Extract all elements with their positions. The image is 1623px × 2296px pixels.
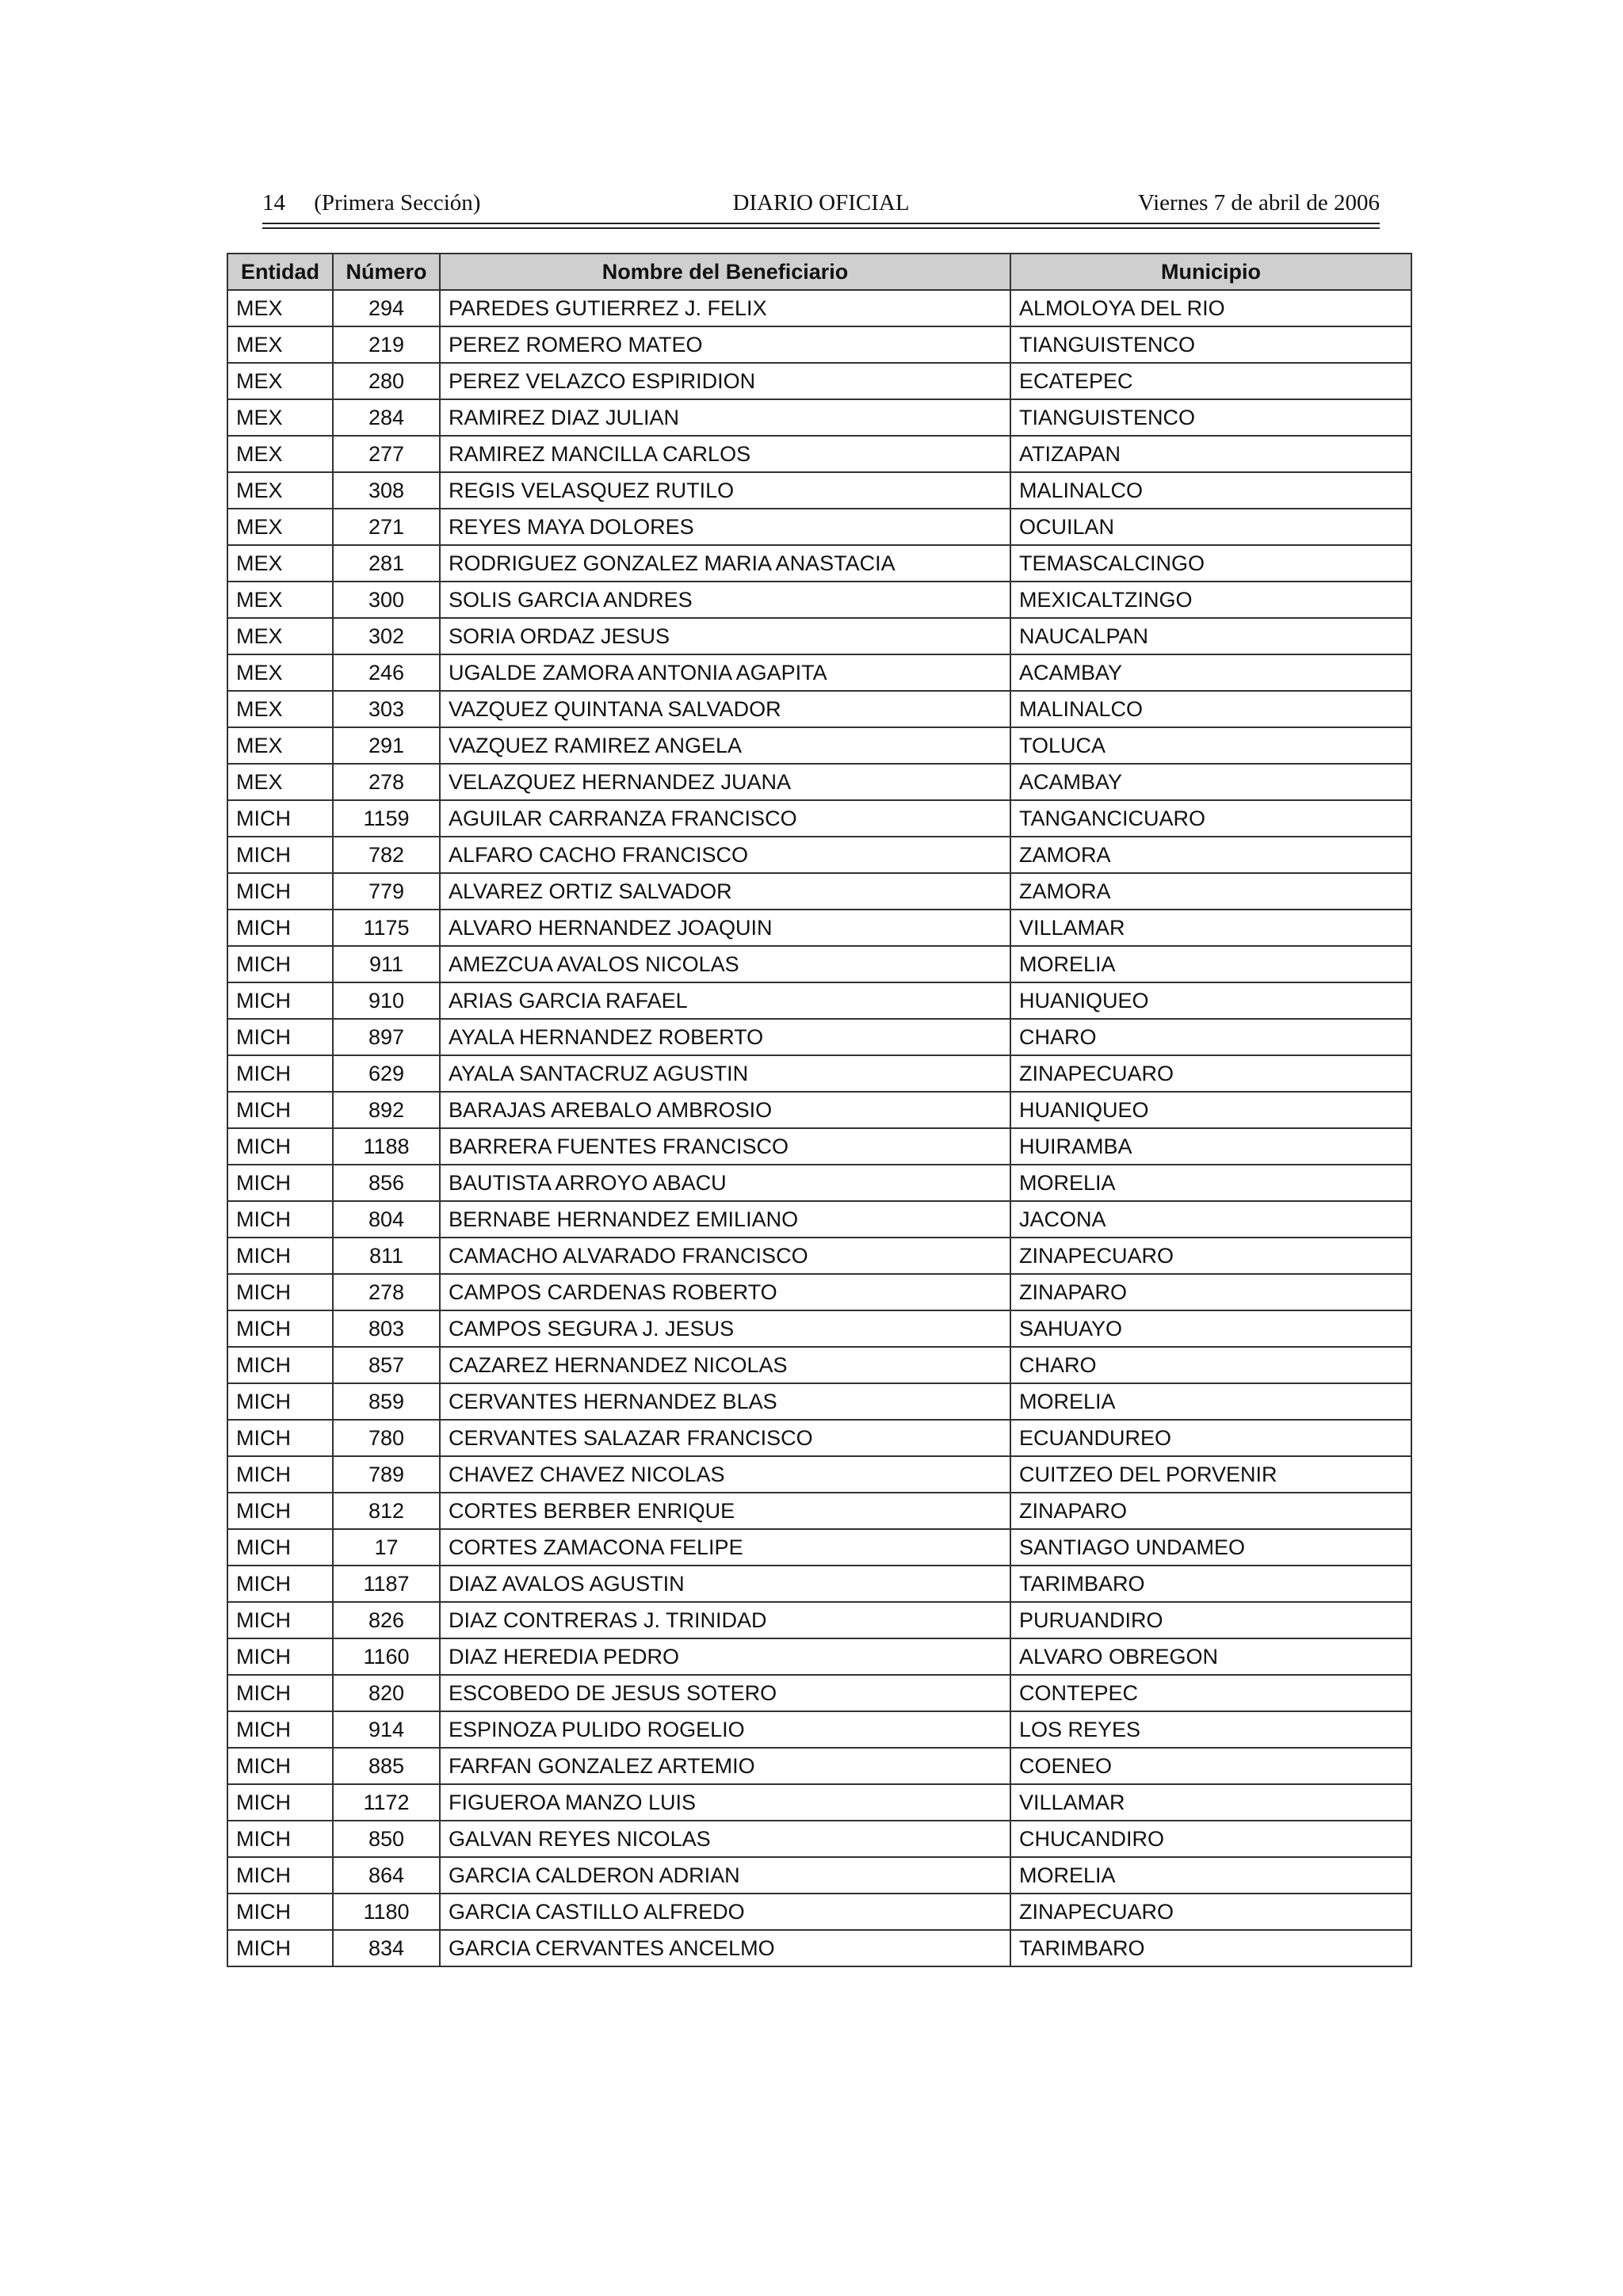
cell-nombre: REYES MAYA DOLORES bbox=[440, 509, 1010, 545]
table-row bbox=[227, 1529, 1411, 1566]
cell-entidad: MICH bbox=[227, 1638, 333, 1675]
cell-nombre: BARAJAS AREBALO AMBROSIO bbox=[440, 1092, 1010, 1128]
cell-entidad: MICH bbox=[227, 982, 333, 1019]
cell-municipio: MORELIA bbox=[1010, 1383, 1411, 1420]
cell-numero: 1172 bbox=[333, 1784, 440, 1821]
cell-entidad: MICH bbox=[227, 1019, 333, 1055]
cell-numero: 782 bbox=[333, 837, 440, 873]
cell-numero: 864 bbox=[333, 1857, 440, 1894]
cell-municipio: MALINALCO bbox=[1010, 691, 1411, 727]
cell-entidad: MICH bbox=[227, 1675, 333, 1711]
cell-entidad: MICH bbox=[227, 1566, 333, 1602]
cell-municipio: ZINAPARO bbox=[1010, 1274, 1411, 1310]
cell-numero: 914 bbox=[333, 1711, 440, 1748]
cell-entidad: MICH bbox=[227, 1055, 333, 1092]
cell-municipio: JACONA bbox=[1010, 1201, 1411, 1238]
cell-numero: 789 bbox=[333, 1456, 440, 1493]
cell-nombre: CORTES BERBER ENRIQUE bbox=[440, 1493, 1010, 1529]
cell-municipio: MALINALCO bbox=[1010, 472, 1411, 509]
cell-nombre: CHAVEZ CHAVEZ NICOLAS bbox=[440, 1456, 1010, 1493]
cell-numero: 281 bbox=[333, 545, 440, 582]
cell-entidad: MICH bbox=[227, 1821, 333, 1857]
cell-entidad: MICH bbox=[227, 1201, 333, 1238]
column-header-numero: Número bbox=[333, 254, 440, 290]
cell-entidad: MEX bbox=[227, 472, 333, 509]
cell-entidad: MICH bbox=[227, 1894, 333, 1930]
header-rule-top bbox=[262, 223, 1380, 224]
table-row bbox=[227, 582, 1411, 618]
cell-municipio: HUANIQUEO bbox=[1010, 1092, 1411, 1128]
cell-municipio: MORELIA bbox=[1010, 1857, 1411, 1894]
cell-nombre: DIAZ CONTRERAS J. TRINIDAD bbox=[440, 1602, 1010, 1638]
cell-numero: 897 bbox=[333, 1019, 440, 1055]
cell-numero: 820 bbox=[333, 1675, 440, 1711]
table-header-row bbox=[227, 254, 1411, 290]
cell-entidad: MICH bbox=[227, 1274, 333, 1310]
table-row bbox=[227, 1092, 1411, 1128]
cell-nombre: BARRERA FUENTES FRANCISCO bbox=[440, 1128, 1010, 1165]
cell-municipio: CHUCANDIRO bbox=[1010, 1821, 1411, 1857]
cell-numero: 17 bbox=[333, 1529, 440, 1566]
cell-numero: 1159 bbox=[333, 800, 440, 837]
table-row bbox=[227, 654, 1411, 691]
cell-entidad: MEX bbox=[227, 545, 333, 582]
cell-numero: 892 bbox=[333, 1092, 440, 1128]
publication-title: DIARIO OFICIAL bbox=[732, 190, 910, 215]
cell-numero: 779 bbox=[333, 873, 440, 910]
cell-entidad: MICH bbox=[227, 1711, 333, 1748]
cell-entidad: MICH bbox=[227, 1529, 333, 1566]
cell-entidad: MEX bbox=[227, 326, 333, 363]
cell-municipio: PURUANDIRO bbox=[1010, 1602, 1411, 1638]
cell-numero: 1180 bbox=[333, 1894, 440, 1930]
cell-municipio: CHARO bbox=[1010, 1019, 1411, 1055]
cell-numero: 219 bbox=[333, 326, 440, 363]
cell-nombre: AYALA HERNANDEZ ROBERTO bbox=[440, 1019, 1010, 1055]
cell-municipio: TIANGUISTENCO bbox=[1010, 326, 1411, 363]
cell-municipio: COENEO bbox=[1010, 1748, 1411, 1784]
cell-municipio: ZAMORA bbox=[1010, 873, 1411, 910]
cell-municipio: ZINAPECUARO bbox=[1010, 1894, 1411, 1930]
cell-nombre: REGIS VELASQUEZ RUTILO bbox=[440, 472, 1010, 509]
cell-nombre: AMEZCUA AVALOS NICOLAS bbox=[440, 946, 1010, 982]
cell-municipio: HUIRAMBA bbox=[1010, 1128, 1411, 1165]
cell-municipio: ALVARO OBREGON bbox=[1010, 1638, 1411, 1675]
table-row bbox=[227, 910, 1411, 946]
table-row bbox=[227, 946, 1411, 982]
cell-nombre: GARCIA CERVANTES ANCELMO bbox=[440, 1930, 1010, 1966]
table-row bbox=[227, 727, 1411, 764]
cell-numero: 811 bbox=[333, 1238, 440, 1274]
cell-nombre: ESCOBEDO DE JESUS SOTERO bbox=[440, 1675, 1010, 1711]
cell-municipio: NAUCALPAN bbox=[1010, 618, 1411, 654]
cell-numero: 280 bbox=[333, 363, 440, 399]
cell-municipio: ECATEPEC bbox=[1010, 363, 1411, 399]
cell-entidad: MICH bbox=[227, 1857, 333, 1894]
cell-nombre: BERNABE HERNANDEZ EMILIANO bbox=[440, 1201, 1010, 1238]
cell-nombre: PEREZ VELAZCO ESPIRIDION bbox=[440, 363, 1010, 399]
cell-nombre: RAMIREZ MANCILLA CARLOS bbox=[440, 436, 1010, 472]
cell-nombre: CAMPOS CARDENAS ROBERTO bbox=[440, 1274, 1010, 1310]
cell-entidad: MEX bbox=[227, 654, 333, 691]
cell-numero: 271 bbox=[333, 509, 440, 545]
cell-municipio: SANTIAGO UNDAMEO bbox=[1010, 1529, 1411, 1566]
header-rule-bottom bbox=[262, 227, 1380, 229]
cell-nombre: RAMIREZ DIAZ JULIAN bbox=[440, 399, 1010, 436]
cell-nombre: FARFAN GONZALEZ ARTEMIO bbox=[440, 1748, 1010, 1784]
cell-entidad: MEX bbox=[227, 764, 333, 800]
table-row bbox=[227, 1456, 1411, 1493]
cell-entidad: MICH bbox=[227, 1420, 333, 1456]
column-header-entidad: Entidad bbox=[227, 254, 333, 290]
cell-municipio: OCUILAN bbox=[1010, 509, 1411, 545]
cell-municipio: TANGANCICUARO bbox=[1010, 800, 1411, 837]
cell-municipio: TARIMBARO bbox=[1010, 1566, 1411, 1602]
cell-nombre: DIAZ AVALOS AGUSTIN bbox=[440, 1566, 1010, 1602]
cell-entidad: MICH bbox=[227, 1493, 333, 1529]
cell-municipio: MORELIA bbox=[1010, 946, 1411, 982]
cell-municipio: VILLAMAR bbox=[1010, 1784, 1411, 1821]
cell-numero: 803 bbox=[333, 1310, 440, 1347]
cell-nombre: ALFARO CACHO FRANCISCO bbox=[440, 837, 1010, 873]
cell-municipio: ACAMBAY bbox=[1010, 654, 1411, 691]
cell-numero: 911 bbox=[333, 946, 440, 982]
table-row bbox=[227, 326, 1411, 363]
table-row bbox=[227, 1821, 1411, 1857]
table-row bbox=[227, 1238, 1411, 1274]
cell-nombre: ESPINOZA PULIDO ROGELIO bbox=[440, 1711, 1010, 1748]
cell-numero: 308 bbox=[333, 472, 440, 509]
cell-municipio: CUITZEO DEL PORVENIR bbox=[1010, 1456, 1411, 1493]
cell-municipio: MEXICALTZINGO bbox=[1010, 582, 1411, 618]
cell-entidad: MICH bbox=[227, 800, 333, 837]
cell-municipio: HUANIQUEO bbox=[1010, 982, 1411, 1019]
cell-entidad: MICH bbox=[227, 1456, 333, 1493]
table-row bbox=[227, 1274, 1411, 1310]
table-row bbox=[227, 1347, 1411, 1383]
cell-entidad: MEX bbox=[227, 727, 333, 764]
cell-nombre: VELAZQUEZ HERNANDEZ JUANA bbox=[440, 764, 1010, 800]
cell-entidad: MICH bbox=[227, 1930, 333, 1966]
cell-nombre: CAZAREZ HERNANDEZ NICOLAS bbox=[440, 1347, 1010, 1383]
cell-nombre: DIAZ HEREDIA PEDRO bbox=[440, 1638, 1010, 1675]
cell-numero: 291 bbox=[333, 727, 440, 764]
cell-entidad: MEX bbox=[227, 290, 333, 326]
cell-nombre: UGALDE ZAMORA ANTONIA AGAPITA bbox=[440, 654, 1010, 691]
cell-entidad: MICH bbox=[227, 946, 333, 982]
cell-nombre: CAMPOS SEGURA J. JESUS bbox=[440, 1310, 1010, 1347]
cell-municipio: TEMASCALCINGO bbox=[1010, 545, 1411, 582]
table-row bbox=[227, 290, 1411, 326]
cell-municipio: ALMOLOYA DEL RIO bbox=[1010, 290, 1411, 326]
cell-numero: 1187 bbox=[333, 1566, 440, 1602]
cell-entidad: MEX bbox=[227, 436, 333, 472]
cell-nombre: RODRIGUEZ GONZALEZ MARIA ANASTACIA bbox=[440, 545, 1010, 582]
cell-entidad: MEX bbox=[227, 363, 333, 399]
cell-numero: 834 bbox=[333, 1930, 440, 1966]
cell-numero: 1175 bbox=[333, 910, 440, 946]
cell-municipio: ACAMBAY bbox=[1010, 764, 1411, 800]
cell-entidad: MEX bbox=[227, 582, 333, 618]
table-row bbox=[227, 509, 1411, 545]
table-row bbox=[227, 1165, 1411, 1201]
cell-entidad: MICH bbox=[227, 873, 333, 910]
cell-numero: 303 bbox=[333, 691, 440, 727]
table-row bbox=[227, 1493, 1411, 1529]
cell-numero: 885 bbox=[333, 1748, 440, 1784]
cell-entidad: MICH bbox=[227, 910, 333, 946]
cell-municipio: TARIMBARO bbox=[1010, 1930, 1411, 1966]
cell-entidad: MICH bbox=[227, 1092, 333, 1128]
table-row bbox=[227, 399, 1411, 436]
cell-municipio: ZINAPECUARO bbox=[1010, 1238, 1411, 1274]
cell-nombre: CERVANTES SALAZAR FRANCISCO bbox=[440, 1420, 1010, 1456]
cell-numero: 780 bbox=[333, 1420, 440, 1456]
table-row bbox=[227, 1930, 1411, 1966]
cell-numero: 284 bbox=[333, 399, 440, 436]
beneficiaries-table bbox=[227, 253, 1412, 1967]
table-row bbox=[227, 1894, 1411, 1930]
cell-entidad: MICH bbox=[227, 1347, 333, 1383]
cell-entidad: MICH bbox=[227, 1238, 333, 1274]
publication-date: Viernes 7 de abril de 2006 bbox=[1137, 190, 1380, 215]
cell-nombre: CERVANTES HERNANDEZ BLAS bbox=[440, 1383, 1010, 1420]
cell-numero: 826 bbox=[333, 1602, 440, 1638]
column-header-municipio: Municipio bbox=[1010, 254, 1411, 290]
table-row bbox=[227, 1201, 1411, 1238]
cell-municipio: LOS REYES bbox=[1010, 1711, 1411, 1748]
cell-entidad: MICH bbox=[227, 1165, 333, 1201]
cell-numero: 246 bbox=[333, 654, 440, 691]
table-row bbox=[227, 1128, 1411, 1165]
cell-entidad: MEX bbox=[227, 618, 333, 654]
cell-municipio: CHARO bbox=[1010, 1347, 1411, 1383]
table-body bbox=[227, 290, 1411, 1966]
cell-nombre: CAMACHO ALVARADO FRANCISCO bbox=[440, 1238, 1010, 1274]
cell-municipio: ATIZAPAN bbox=[1010, 436, 1411, 472]
table-row bbox=[227, 618, 1411, 654]
cell-numero: 1160 bbox=[333, 1638, 440, 1675]
table-row bbox=[227, 1566, 1411, 1602]
cell-numero: 1188 bbox=[333, 1128, 440, 1165]
table-row bbox=[227, 1638, 1411, 1675]
table-row bbox=[227, 1602, 1411, 1638]
cell-numero: 859 bbox=[333, 1383, 440, 1420]
cell-nombre: ALVARO HERNANDEZ JOAQUIN bbox=[440, 910, 1010, 946]
cell-municipio: TOLUCA bbox=[1010, 727, 1411, 764]
table-row bbox=[227, 1711, 1411, 1748]
table-row bbox=[227, 363, 1411, 399]
cell-nombre: GALVAN REYES NICOLAS bbox=[440, 1821, 1010, 1857]
cell-entidad: MICH bbox=[227, 1383, 333, 1420]
table-row bbox=[227, 1383, 1411, 1420]
page-number-section: 14 (Primera Sección) bbox=[262, 190, 481, 215]
cell-nombre: VAZQUEZ QUINTANA SALVADOR bbox=[440, 691, 1010, 727]
table-row bbox=[227, 764, 1411, 800]
table-row bbox=[227, 545, 1411, 582]
table-row bbox=[227, 1019, 1411, 1055]
cell-numero: 856 bbox=[333, 1165, 440, 1201]
cell-nombre: VAZQUEZ RAMIREZ ANGELA bbox=[440, 727, 1010, 764]
cell-entidad: MICH bbox=[227, 1748, 333, 1784]
table-row bbox=[227, 472, 1411, 509]
cell-nombre: PEREZ ROMERO MATEO bbox=[440, 326, 1010, 363]
cell-entidad: MICH bbox=[227, 837, 333, 873]
cell-numero: 294 bbox=[333, 290, 440, 326]
cell-numero: 857 bbox=[333, 1347, 440, 1383]
cell-nombre: SORIA ORDAZ JESUS bbox=[440, 618, 1010, 654]
column-header-nombre: Nombre del Beneficiario bbox=[440, 254, 1010, 290]
cell-municipio: ECUANDUREO bbox=[1010, 1420, 1411, 1456]
table-row bbox=[227, 1784, 1411, 1821]
cell-numero: 300 bbox=[333, 582, 440, 618]
cell-municipio: ZINAPECUARO bbox=[1010, 1055, 1411, 1092]
cell-nombre: GARCIA CASTILLO ALFREDO bbox=[440, 1894, 1010, 1930]
cell-nombre: FIGUEROA MANZO LUIS bbox=[440, 1784, 1010, 1821]
cell-municipio: TIANGUISTENCO bbox=[1010, 399, 1411, 436]
cell-nombre: ARIAS GARCIA RAFAEL bbox=[440, 982, 1010, 1019]
cell-nombre: ALVAREZ ORTIZ SALVADOR bbox=[440, 873, 1010, 910]
cell-entidad: MICH bbox=[227, 1784, 333, 1821]
cell-municipio: SAHUAYO bbox=[1010, 1310, 1411, 1347]
cell-municipio: CONTEPEC bbox=[1010, 1675, 1411, 1711]
cell-numero: 804 bbox=[333, 1201, 440, 1238]
table-row bbox=[227, 691, 1411, 727]
cell-nombre: BAUTISTA ARROYO ABACU bbox=[440, 1165, 1010, 1201]
cell-entidad: MEX bbox=[227, 691, 333, 727]
cell-nombre: AGUILAR CARRANZA FRANCISCO bbox=[440, 800, 1010, 837]
cell-numero: 850 bbox=[333, 1821, 440, 1857]
cell-entidad: MEX bbox=[227, 509, 333, 545]
cell-numero: 302 bbox=[333, 618, 440, 654]
table-row bbox=[227, 1310, 1411, 1347]
cell-numero: 278 bbox=[333, 764, 440, 800]
cell-numero: 629 bbox=[333, 1055, 440, 1092]
table-row bbox=[227, 873, 1411, 910]
cell-municipio: ZINAPARO bbox=[1010, 1493, 1411, 1529]
page-header bbox=[262, 189, 1380, 223]
table-row bbox=[227, 1420, 1411, 1456]
cell-municipio: ZAMORA bbox=[1010, 837, 1411, 873]
table-row bbox=[227, 1055, 1411, 1092]
cell-nombre: CORTES ZAMACONA FELIPE bbox=[440, 1529, 1010, 1566]
cell-numero: 277 bbox=[333, 436, 440, 472]
cell-nombre: SOLIS GARCIA ANDRES bbox=[440, 582, 1010, 618]
cell-nombre: GARCIA CALDERON ADRIAN bbox=[440, 1857, 1010, 1894]
cell-nombre: AYALA SANTACRUZ AGUSTIN bbox=[440, 1055, 1010, 1092]
cell-entidad: MICH bbox=[227, 1310, 333, 1347]
cell-nombre: PAREDES GUTIERREZ J. FELIX bbox=[440, 290, 1010, 326]
cell-numero: 278 bbox=[333, 1274, 440, 1310]
cell-municipio: MORELIA bbox=[1010, 1165, 1411, 1201]
cell-numero: 812 bbox=[333, 1493, 440, 1529]
cell-municipio: VILLAMAR bbox=[1010, 910, 1411, 946]
table-row bbox=[227, 436, 1411, 472]
table-row bbox=[227, 1857, 1411, 1894]
cell-numero: 910 bbox=[333, 982, 440, 1019]
table-row bbox=[227, 982, 1411, 1019]
table-row bbox=[227, 1675, 1411, 1711]
table-row bbox=[227, 800, 1411, 837]
cell-entidad: MICH bbox=[227, 1128, 333, 1165]
table-row bbox=[227, 1748, 1411, 1784]
cell-entidad: MICH bbox=[227, 1602, 333, 1638]
cell-entidad: MEX bbox=[227, 399, 333, 436]
table-row bbox=[227, 837, 1411, 873]
